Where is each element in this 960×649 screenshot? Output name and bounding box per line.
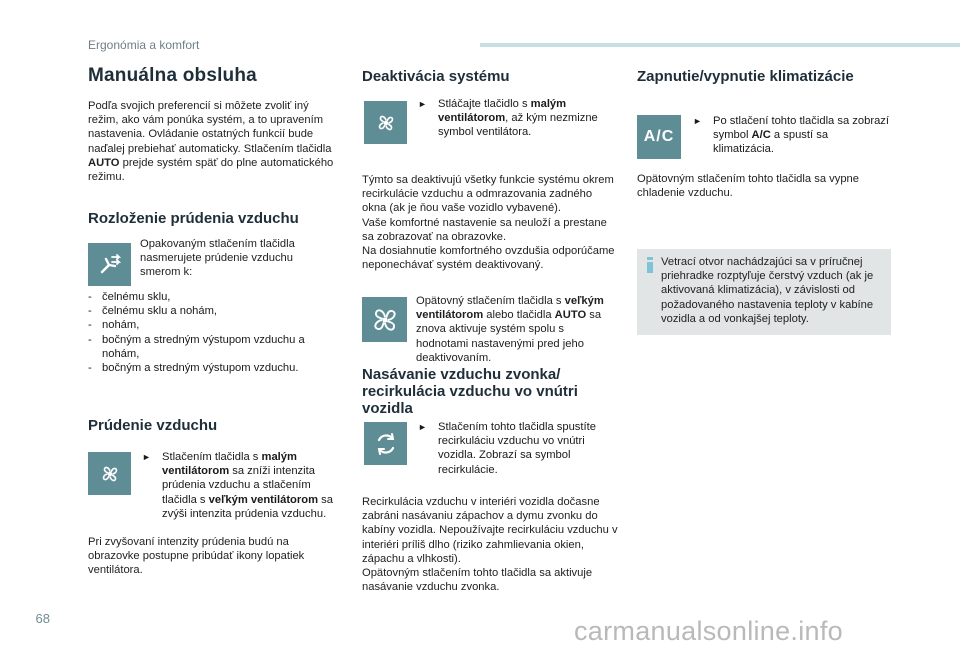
air-distribution-title: Rozloženie prúdenia vzduchu (88, 210, 299, 227)
reactivation-text: Opätovný stlačením tlačidla s veľkým ventilátorom alebo tlačidla AUTO sa znova aktivuje systém spolu s hodnotami nastavenými pred jeho deaktivovaním. (416, 295, 604, 364)
small-fan-button-icon (88, 452, 131, 495)
recirculation-step: ► Stlačením tohto tlačidla spustíte recirkuláciu vzduchu vo vnútri vozidla. Zobrazí sa symbol recirkulácie. (418, 421, 596, 476)
ac-text: Opätovným stlačením tohto tlačidla sa vypne chladenie vzduchu. (637, 173, 859, 200)
list-item: - čelnému sklu, (88, 291, 171, 303)
header-bar (480, 43, 960, 47)
step-arrow-icon: ► (418, 422, 427, 432)
ac-step: ► Po stlačení tohto tlačidla sa zobrazí symbol A/C a spustí sa klimatizácia. (693, 115, 889, 156)
recirculation-button-icon (364, 422, 407, 465)
ac-button-icon (637, 115, 681, 159)
airflow-title: Prúdenie vzduchu (88, 417, 218, 434)
list-item: - bočným a stredným výstupom vzduchu. (88, 362, 299, 375)
airflow-note: Pri zvyšovaní intenzity prúdenia budú na obrazovke postupne pribúdať ikony lopatiek ventilátora. (88, 536, 305, 577)
fan-icon (367, 302, 403, 338)
info-box (637, 249, 891, 335)
ac-icon: A/C (643, 128, 675, 145)
recirculation-icon (371, 429, 401, 459)
deactivation-title: Deaktivácia systému (362, 68, 510, 85)
info-icon (647, 257, 653, 273)
deactivation-text: Týmto sa deaktivujú všetky funkcie systému okrem recirkulácie vzduchu a odmrazovania zadného okna (ak je ňou vaše vozidlo vybavené). Vaše komfortné nastavenie sa neuloží a prestane sa zobrazovať na obrazovke. Na dosiahnutie komfortného ovzdušia odporúčame neponechávať systém deaktivovaný. (362, 174, 615, 272)
step-arrow-icon: ► (418, 99, 427, 109)
air-distribution-list (88, 290, 342, 375)
airflow-step: ► Stlačením tlačidla s malým ventilátorom sa zníži intenzita prúdenia vzduchu a stlačením tlačidla s veľkým ventilátorom sa zvýši intenzita prúdenia vzduchu. (142, 451, 333, 520)
step-arrow-icon: ► (142, 452, 151, 462)
recirculation-title: Nasávanie vzduchu zvonka/ recirkulácia vzduchu vo vnútri vozidla (362, 366, 578, 417)
air-distribution-text: Opakovaným stlačením tlačidla nasmerujete prúdenie vzduchu smerom k: (140, 238, 295, 279)
list-item: - nohám, (88, 319, 140, 332)
recirculation-text: Recirkulácia vzduchu v interiéri vozidla dočasne zabráni nasávaniu zápachov a dymu zvonku do kabíny vozidla. Nepoužívajte recirkuláciu vzduchu v interiéri príliš dlho (riziko zahmlievania okien, zápachu a vlhkosti). Opätovným stlačením tohto tlačidla sa aktivuje nasávanie vzduchu zvonka. (362, 496, 618, 594)
large-fan-button-icon (362, 297, 407, 342)
manual-control-title: Manuálna obsluha (88, 65, 257, 86)
manual-control-intro: Podľa svojich preferencií si môžete zvoliť iný režim, ako vám ponúka systém, a to upravením nastavenia. Ovládanie ostatných funkcií bude naďalej prebiehať automaticky. Stlačením tlačidla AUTO prejde systém späť do plne automatického režimu. (88, 100, 334, 184)
fan-icon (371, 108, 401, 138)
ac-title: Zapnutie/vypnutie klimatizácie (637, 68, 854, 85)
list-item: - bočným a stredným výstupom vzduchu a nohám, (88, 333, 305, 360)
step-arrow-icon: ► (693, 116, 702, 126)
info-text: Vetrací otvor nachádzajúci sa v príručnej priehradke rozptyľuje čerstvý vzduch (ak je aktivovaná klimatizácia), v závislosti od požadovaného nastavenia teploty v kabíne vozidla a od vonkajšej teploty. (661, 256, 874, 325)
watermark: carmanualsonline.info (574, 616, 843, 646)
section-header: Ergonómia a komfort (88, 38, 200, 52)
page-number: 68 (35, 611, 50, 626)
small-fan-button-icon (364, 101, 407, 144)
fan-icon (95, 459, 125, 489)
deactivation-step: ► Stláčajte tlačidlo s malým ventilátorom, až kým nezmizne symbol ventilátora. (418, 98, 598, 139)
air-distribution-button-icon (88, 243, 131, 286)
seat-airflow-icon (95, 250, 125, 280)
list-item: - čelnému sklu a nohám, (88, 305, 218, 318)
